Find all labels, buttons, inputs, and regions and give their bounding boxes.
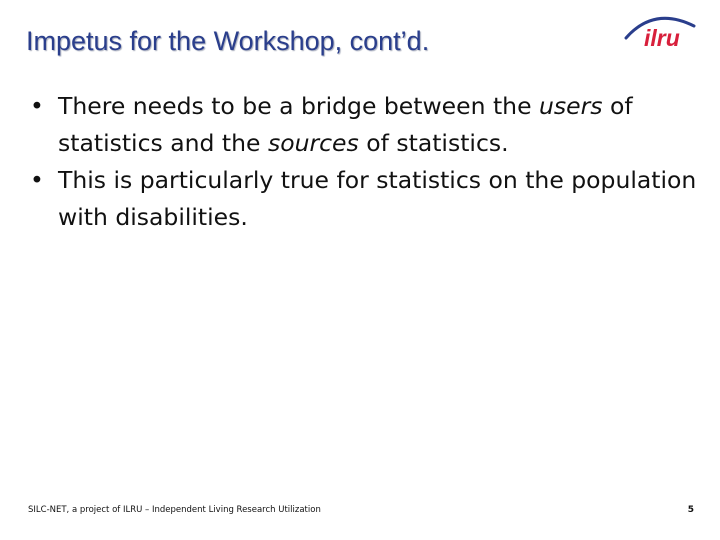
slide-title: Impetus for the Workshop, cont’d. [26,26,430,56]
bullet-text-part: of statistics and the [58,92,633,157]
bullet-text-emphasis: users [539,92,603,120]
bullet-item [30,88,700,162]
bullet-text-part: of statistics. [358,129,509,157]
bullet-marker: • [30,166,44,194]
bullet-text-emphasis: sources [267,129,359,157]
bullet-marker: • [30,92,44,120]
bullet-item [30,162,700,236]
bullet-text-part: This is particularly true for statistics on the population with disabilities. [58,166,697,231]
bullet-list [30,88,700,236]
footer-text: SILC-NET, a project of ILRU – Independent Living Research Utilization [28,505,321,515]
ilru-logo [624,12,696,52]
page-number: 5 [687,505,694,515]
bullet-text-part: There needs to be a bridge between the [58,92,539,120]
logo-text: ilru [644,25,680,51]
